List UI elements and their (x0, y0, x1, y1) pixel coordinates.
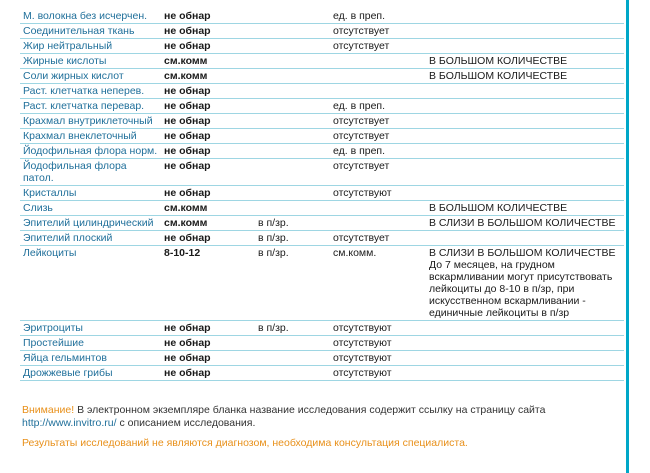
row-value: см.комм (161, 201, 255, 216)
row-reference: отсутствует (330, 159, 426, 186)
table-row (20, 129, 624, 144)
row-name: Простейшие (20, 336, 161, 351)
row-unit (255, 99, 330, 114)
row-unit (255, 201, 330, 216)
row-comment (426, 366, 624, 381)
row-name: Йодофильная флора патол. (20, 159, 161, 186)
row-value: не обнар (161, 336, 255, 351)
row-comment (426, 129, 624, 144)
row-name: Жир нейтральный (20, 39, 161, 54)
row-reference (330, 54, 426, 69)
row-name: Кристаллы (20, 186, 161, 201)
row-reference: отсутствует (330, 24, 426, 39)
row-unit (255, 144, 330, 159)
row-comment (426, 144, 624, 159)
row-comment (426, 351, 624, 366)
row-reference: ед. в преп. (330, 9, 426, 24)
row-reference: ед. в преп. (330, 144, 426, 159)
row-value: 8-10-12 (161, 246, 255, 321)
row-unit: в п/зр. (255, 231, 330, 246)
table-row (20, 201, 624, 216)
row-name: Соединительная ткань (20, 24, 161, 39)
row-comment (426, 321, 624, 336)
row-unit (255, 129, 330, 144)
row-value: не обнар (161, 231, 255, 246)
row-reference: отсутствуют (330, 186, 426, 201)
table-row (20, 216, 624, 231)
row-name: Эпителий плоский (20, 231, 161, 246)
row-comment: В СЛИЗИ В БОЛЬШОМ КОЛИЧЕСТВЕ До 7 месяцев, на грудном вскармливании могут присутствовать лейкоциты до 8-10 в п/зр, при искусственном вскармливании - единичные лейкоциты в п/зр (426, 246, 624, 321)
table-row (20, 69, 624, 84)
row-name: Эритроциты (20, 321, 161, 336)
table-row (20, 351, 624, 366)
row-comment (426, 186, 624, 201)
row-unit (255, 69, 330, 84)
row-unit: в п/зр. (255, 321, 330, 336)
row-value: не обнар (161, 129, 255, 144)
row-unit (255, 351, 330, 366)
row-name: М. волокна без исчерчен. (20, 9, 161, 24)
row-value: не обнар (161, 159, 255, 186)
row-reference: отсутствует (330, 129, 426, 144)
row-comment (426, 39, 624, 54)
table-row (20, 231, 624, 246)
row-value: не обнар (161, 144, 255, 159)
row-value: не обнар (161, 9, 255, 24)
row-unit (255, 9, 330, 24)
row-unit (255, 336, 330, 351)
results-table-body (20, 9, 624, 381)
table-row (20, 366, 624, 381)
row-value: не обнар (161, 366, 255, 381)
warning-label: Внимание! (22, 404, 75, 416)
row-unit (255, 114, 330, 129)
row-reference: отсутствует (330, 114, 426, 129)
row-comment (426, 114, 624, 129)
row-comment (426, 99, 624, 114)
row-name: Лейкоциты (20, 246, 161, 321)
row-value: см.комм (161, 54, 255, 69)
row-comment: В БОЛЬШОМ КОЛИЧЕСТВЕ (426, 54, 624, 69)
row-comment: В БОЛЬШОМ КОЛИЧЕСТВЕ (426, 201, 624, 216)
table-row (20, 159, 624, 186)
row-comment (426, 231, 624, 246)
table-row (20, 39, 624, 54)
table-row (20, 9, 624, 24)
row-comment: В БОЛЬШОМ КОЛИЧЕСТВЕ (426, 69, 624, 84)
row-unit (255, 84, 330, 99)
row-reference (330, 216, 426, 231)
row-value: не обнар (161, 24, 255, 39)
row-value: не обнар (161, 39, 255, 54)
row-name: Раст. клетчатка неперев. (20, 84, 161, 99)
row-comment (426, 24, 624, 39)
table-row (20, 186, 624, 201)
row-reference (330, 84, 426, 99)
invitro-link[interactable]: http://www.invitro.ru/ (22, 416, 117, 429)
row-name: Крахмал внеклеточный (20, 129, 161, 144)
row-reference (330, 69, 426, 84)
row-unit (255, 24, 330, 39)
row-reference: ед. в преп. (330, 99, 426, 114)
row-unit (255, 159, 330, 186)
row-value: см.комм (161, 216, 255, 231)
row-name: Крахмал внутриклеточный (20, 114, 161, 129)
row-value: не обнар (161, 84, 255, 99)
row-name: Слизь (20, 201, 161, 216)
row-value: не обнар (161, 321, 255, 336)
row-name: Йодофильная флора норм. (20, 144, 161, 159)
row-value: не обнар (161, 351, 255, 366)
row-value: не обнар (161, 186, 255, 201)
row-name: Раст. клетчатка перевар. (20, 99, 161, 114)
row-reference: см.комм. (330, 246, 426, 321)
table-row (20, 84, 624, 99)
row-value: не обнар (161, 99, 255, 114)
link-suffix: с описанием исследования. (116, 416, 256, 429)
table-row (20, 99, 624, 114)
row-reference: отсутствуют (330, 351, 426, 366)
table-row (20, 114, 624, 129)
table-row (20, 144, 624, 159)
table-row (20, 336, 624, 351)
row-comment (426, 159, 624, 186)
row-name: Дрожжевые грибы (20, 366, 161, 381)
row-comment (426, 336, 624, 351)
row-name: Яйца гельминтов (20, 351, 161, 366)
footer-notes (22, 404, 622, 450)
row-reference: отсутствуют (330, 321, 426, 336)
row-unit (255, 54, 330, 69)
row-value: не обнар (161, 114, 255, 129)
row-name: Эпителий цилиндрический (20, 216, 161, 231)
table-row (20, 321, 624, 336)
table-row (20, 246, 624, 321)
warning-note (22, 404, 622, 429)
row-reference (330, 201, 426, 216)
table-row (20, 54, 624, 69)
row-unit: в п/зр. (255, 216, 330, 231)
row-unit (255, 39, 330, 54)
row-reference: отсутствуют (330, 366, 426, 381)
row-unit (255, 186, 330, 201)
row-value: см.комм (161, 69, 255, 84)
row-reference: отсутствуют (330, 336, 426, 351)
row-name: Жирные кислоты (20, 54, 161, 69)
disclaimer-text: Результаты исследований не являются диагнозом, необходима консультация специалиста. (22, 437, 468, 449)
warning-text: В электронном экземпляре бланка название исследования содержит ссылку на страницу сайта (74, 404, 546, 416)
row-comment (426, 84, 624, 99)
row-unit: в п/зр. (255, 246, 330, 321)
row-unit (255, 366, 330, 381)
row-name: Соли жирных кислот (20, 69, 161, 84)
results-table (20, 9, 624, 381)
row-reference: отсутствует (330, 39, 426, 54)
table-row (20, 24, 624, 39)
row-reference: отсутствует (330, 231, 426, 246)
row-comment: В СЛИЗИ В БОЛЬШОМ КОЛИЧЕСТВЕ (426, 216, 624, 231)
row-comment (426, 9, 624, 24)
